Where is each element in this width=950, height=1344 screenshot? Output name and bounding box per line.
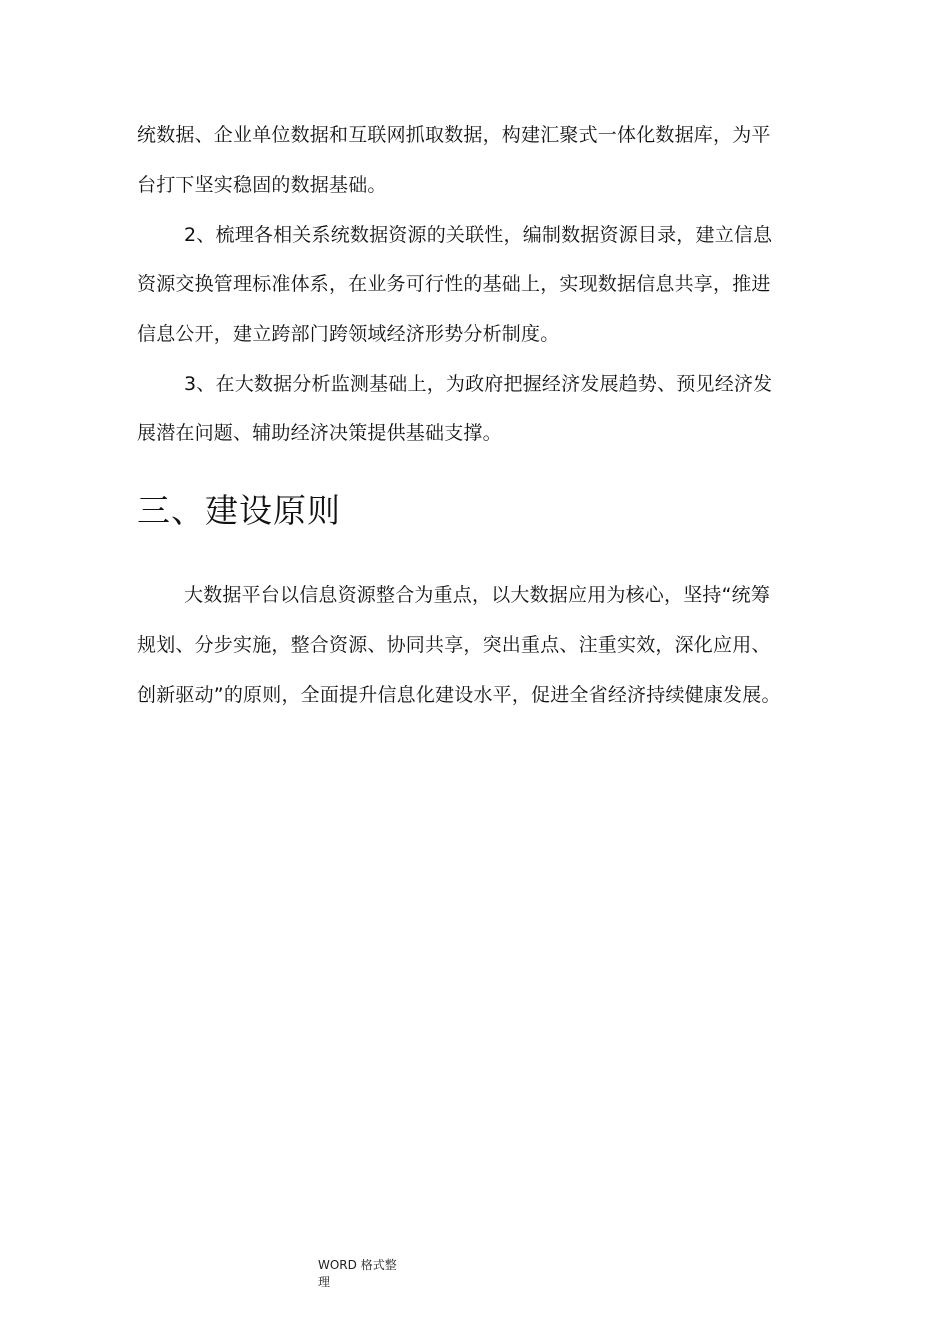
body-text-line: 统数据、企业单位数据和互联网抓取数据，构建汇聚式一体化数据库，为平: [137, 124, 771, 146]
body-text-line: 创新驱动”的原则，全面提升信息化建设水平，促进全省经济持续健康发展。: [137, 684, 781, 706]
body-text-line: 大数据平台以信息资源整合为重点，以大数据应用为核心，坚持“统筹: [184, 584, 771, 606]
footer-text: 理: [318, 1275, 331, 1289]
body-text-line: 台打下坚实稳固的数据基础。: [137, 174, 387, 196]
body-text-line: 资源交换管理标准体系，在业务可行性的基础上，实现数据信息共享，推进: [137, 273, 771, 295]
footer-text: WORD 格式整: [318, 1258, 397, 1272]
body-text-line: 3、在大数据分析监测基础上，为政府把握经济发展趋势、预见经济发: [184, 373, 773, 395]
section-heading: 三、建设原则: [137, 491, 341, 530]
body-text-line: 展潜在问题、辅助经济决策提供基础支撑。: [137, 422, 502, 444]
body-text-line: 规划、分步实施，整合资源、协同共享，突出重点、注重实效，深化应用、: [137, 634, 771, 656]
body-text-line: 2、梳理各相关系统数据资源的关联性，编制数据资源目录，建立信息: [184, 224, 773, 246]
body-text-line: 信息公开，建立跨部门跨领域经济形势分析制度。: [137, 323, 560, 345]
